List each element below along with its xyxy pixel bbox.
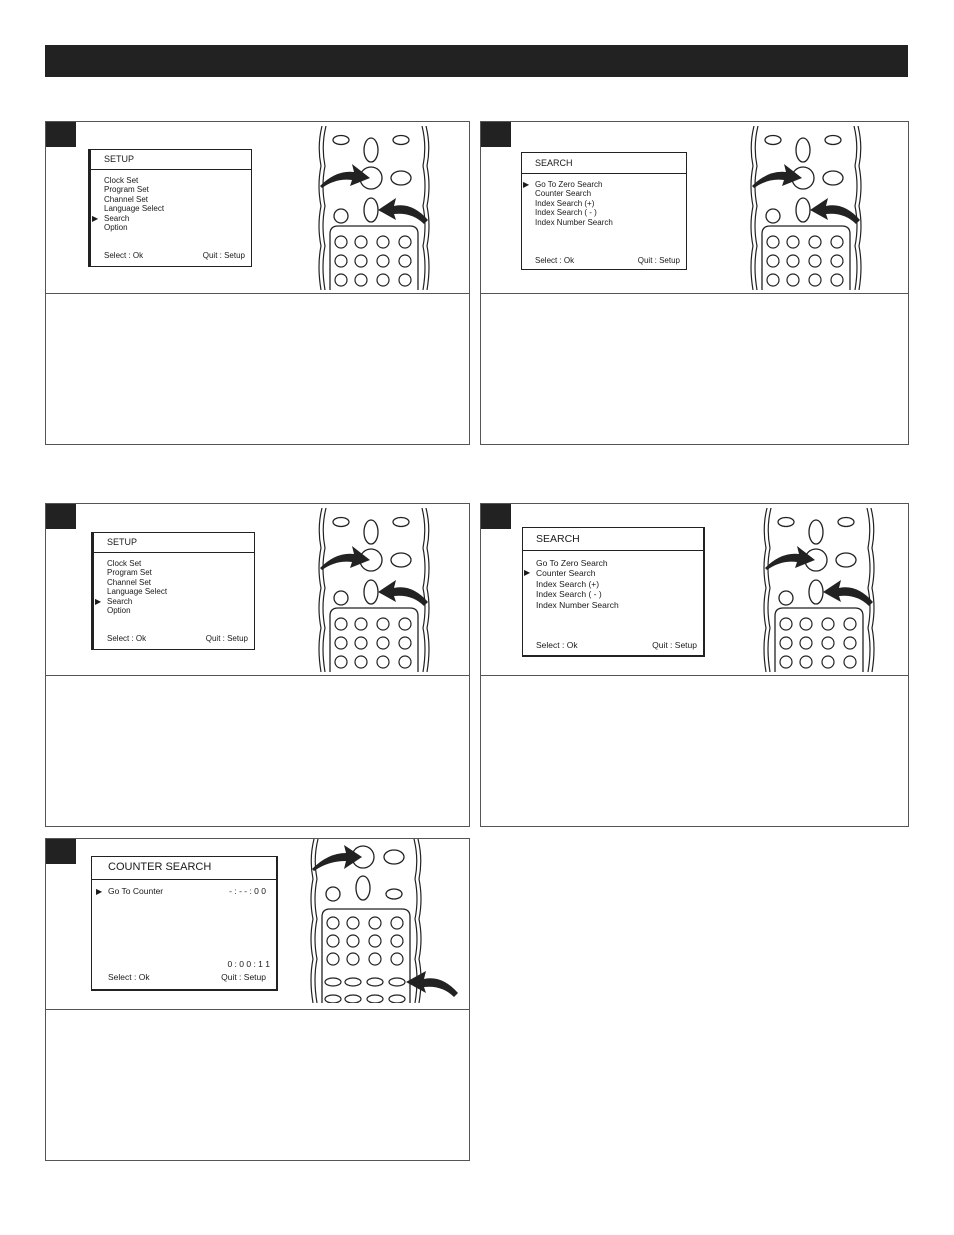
menu-item: Language Select: [107, 587, 168, 597]
counter-search-screen: COUNTER SEARCH ▶ Go To Counter - : - - : 0 0 0 : 0 0 : 1 1 Select : Ok Quit : Setup: [91, 856, 278, 991]
panel-divider: [481, 675, 908, 676]
menu-title: SETUP: [104, 154, 135, 164]
menu-title: COUNTER SEARCH: [108, 861, 212, 873]
search-menu-screen: [522, 527, 705, 657]
remote-control-icon: [748, 126, 863, 290]
menu-item: Program Set: [107, 568, 152, 578]
step-number-box: [46, 122, 76, 147]
menu-items: [524, 558, 619, 610]
footer-quit: Quit : Setup: [637, 256, 680, 265]
remote-control-icon: [316, 126, 431, 290]
menu-item: Clock Set: [104, 176, 139, 185]
step-panel-5: [45, 838, 470, 1161]
footer-select: Select : Ok: [108, 972, 150, 982]
menu-title: SEARCH: [535, 158, 573, 168]
step-number-box: [481, 504, 511, 529]
menu-items: [95, 559, 168, 615]
search-menu-screen: [521, 152, 687, 270]
menu-item: Go To Zero Search: [536, 558, 608, 568]
step-panel-3: [45, 503, 470, 827]
menu-item: Channel Set: [104, 194, 149, 204]
step-number-box: [46, 839, 76, 864]
selection-arrow-icon: ▶: [95, 596, 102, 606]
step-panel-4: [480, 503, 909, 827]
selection-arrow-icon: ▶: [523, 180, 530, 189]
footer-select: Select : Ok: [535, 256, 575, 265]
menu-item: Counter Search: [535, 189, 592, 199]
footer-quit: Quit : Setup: [205, 634, 248, 643]
selection-arrow-icon: ▶: [96, 887, 103, 896]
remote-control-icon: [316, 508, 431, 672]
menu-item: Index Number Search: [535, 217, 613, 227]
menu-item: ▶ Go To Zero Search: [523, 180, 603, 189]
footer-select: Select : Ok: [104, 251, 144, 260]
menu-item: Channel Set: [107, 577, 152, 587]
panel-divider: [481, 293, 908, 294]
step-number-box: [481, 122, 511, 147]
menu-item: Index Search ( - ): [535, 208, 597, 218]
menu-item: Index Search (+): [536, 578, 600, 589]
menu-item: Index Search ( - ): [536, 589, 602, 600]
menu-item: Index Search (+): [535, 198, 595, 208]
step-panel-2: [480, 121, 909, 445]
footer-quit: Quit : Setup: [652, 640, 697, 650]
menu-title: SEARCH: [536, 533, 580, 545]
footer-select: Select : Ok: [536, 640, 578, 650]
menu-title: SETUP: [107, 537, 138, 547]
setup-menu-screen: [91, 532, 255, 650]
footer-select: Select : Ok: [107, 634, 147, 643]
selection-arrow-icon: ▶: [92, 213, 99, 223]
menu-item: Program Set: [104, 185, 149, 195]
remote-control-icon: [308, 839, 460, 1003]
panel-divider: [46, 1009, 469, 1010]
panel-divider: [46, 675, 469, 676]
setup-menu-screen: [88, 149, 252, 267]
page-title-bar: [45, 45, 908, 77]
footer-quit: Quit : Setup: [221, 972, 266, 982]
menu-item: ▶ Counter Search: [524, 568, 596, 579]
counter-target-value: - : - - : 0 0: [229, 886, 266, 896]
remote-control-icon: [761, 508, 876, 672]
menu-item: Language Select: [104, 204, 165, 214]
menu-item: ▶ Search: [92, 213, 130, 223]
step-number-box: [46, 504, 76, 529]
step-panel-1: [45, 121, 470, 445]
menu-item: Option: [104, 222, 128, 232]
footer-quit: Quit : Setup: [202, 251, 245, 260]
menu-item: Index Number Search: [536, 599, 619, 610]
menu-item: Clock Set: [107, 559, 142, 568]
menu-item: Option: [107, 605, 131, 615]
menu-items: [523, 180, 613, 227]
menu-item: ▶ Go To Counter - : - - : 0 0: [96, 886, 266, 896]
menu-items: [96, 886, 266, 896]
menu-items: [92, 176, 165, 232]
menu-item: ▶ Search: [95, 596, 133, 606]
panel-divider: [46, 293, 469, 294]
selection-arrow-icon: ▶: [524, 568, 531, 578]
